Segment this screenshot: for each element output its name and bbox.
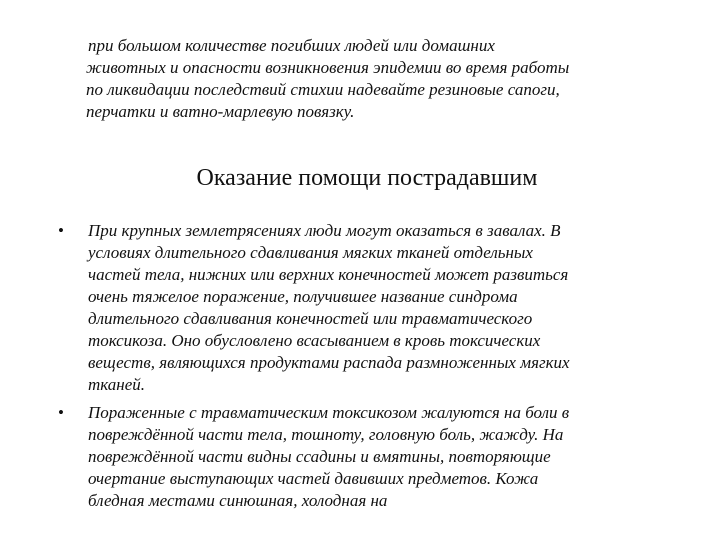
bullet-item [58,402,678,512]
bullet-icon: • [58,403,64,422]
bullet-line: повреждённой части видны ссадины и вмятины, повторяющие [88,447,551,466]
bullet-icon: • [58,221,64,240]
bullet-line: При крупных землетрясениях люди могут оказаться в завалах. В [88,221,561,240]
intro-line: по ликвидации последствий стихии надевайте резиновые сапоги, [86,80,560,99]
intro-line: животных и опасности возникновения эпидемии во время работы [86,58,570,77]
bullet-paragraph [88,220,678,396]
bullet-line: частей тела, нижних или верхних конечностей может развиться [88,265,569,284]
bullet-line: Пораженные с травматическим токсикозом жалуются на боли в [88,403,570,422]
bullet-line: тканей. [88,375,146,394]
bullet-line: очень тяжелое поражение, получившее название синдрома [88,287,518,306]
bullet-line: токсикоза. Оно обусловлено всасыванием в кровь токсических [88,331,541,350]
bullet-line: веществ, являющихся продуктами распада размноженных мягких [88,353,570,372]
bullet-list [58,220,678,518]
intro-line: при большом количестве погибших людей или домашних [88,36,495,55]
bullet-item [58,220,678,396]
bullet-line: длительного сдавливания конечностей или травматического [88,309,533,328]
bullet-line: повреждённой части тела, тошноту, головную боль, жажду. На [88,425,564,444]
bullet-line: условиях длительного сдавливания мягких тканей отдельных [88,243,533,262]
bullet-line: очертание выступающих частей давивших предметов. Кожа [88,469,539,488]
bullet-paragraph [88,402,678,512]
bullet-line: бледная местами синюшная, холодная на [88,491,388,510]
intro-paragraph [86,35,676,123]
intro-line: перчатки и ватно-марлевую повязку. [86,102,355,121]
section-heading: Оказание помощи пострадавшим [196,165,538,191]
